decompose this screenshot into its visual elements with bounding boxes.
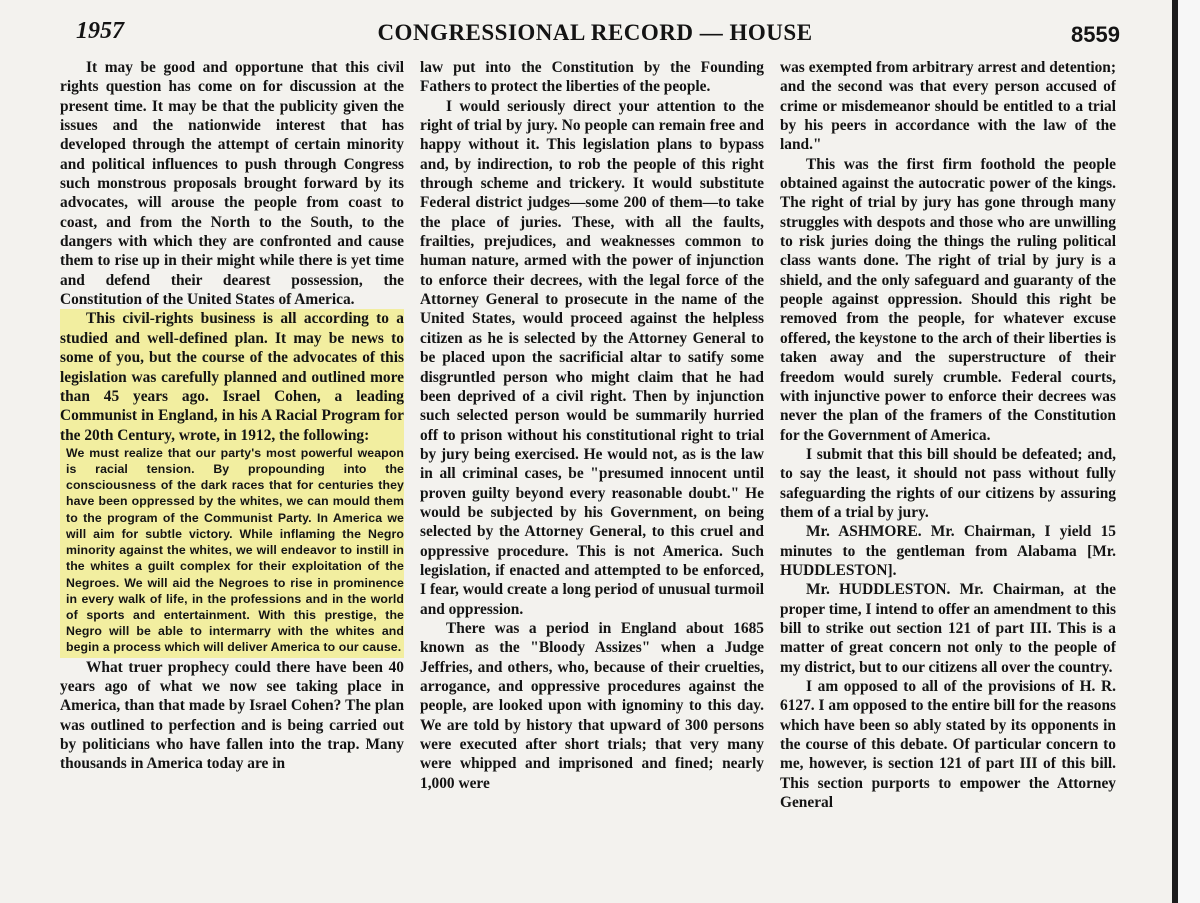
paragraph: This civil-rights business is all according to a studied and well-defined plan. It may be news to some of you, but the course of the advocates of this legislation was carefully planned and outlined more than 45 years ago. Israel Cohen, a leading Communist in England, in his A Racial Program for the 20th Century, wrote, in 1912, the following: (60, 310, 404, 444)
header-title: CONGRESSIONAL RECORD — HOUSE (377, 20, 813, 45)
paragraph: This was the first firm foothold the people obtained against the autocratic power of the kings. The right of trial by jury has gone through many struggles with despots and those who are unwilling to risk juries doing the things the ruling political class wants done. The right of trial by jury is a shield, and the only safeguard and guaranty of the people against oppression. Should this right be removed from the people, for whatever excuse offered, the keystone to the arch of their liberties is taken away and the superstructure of their freedom would surely crumble. Federal courts, with injunctive power to enforce their decrees was never the plan of the framers of the Constitution for the Government of America. (780, 155, 1116, 444)
paragraph-continued: law put into the Constitution by the Founding Fathers to protect the liberties of the people. (420, 59, 764, 96)
block-quote: We must realize that our party's most powerful weapon is racial tension. By propounding into the consciousness of the dark races that for centuries they have been oppressed by the whites, we can mould them to the program of the Communist Party. In America we will aim for subtle victory. While inflaming the Negro minority against the whites, we will endeavor to instill in the whites a guilt complex for their exploitation of the Negroes. We will aid the Negroes to rise in prominence in every walk of life, in the professions and in the world of sports and entertainment. With this prestige, the Negro will be able to intermarry with the whites and begin a process which will deliver America to our cause. (66, 445, 404, 655)
column-2 (420, 58, 764, 903)
column-3 (780, 58, 1116, 903)
running-head (70, 16, 1120, 56)
paragraph-continued: was exempted from arbitrary arrest and detention; and the second was that every person accused of crime or misdemeanor should be entitled to a trial by his peers in accordance with the law of the land." (780, 59, 1116, 154)
paragraph: There was a period in England about 1685 known as the "Bloody Assizes" when a Judge Jeffries, and others, who, because of their cruelties, arrogance, and oppressive procedures against the people, are looked upon with ignominy to this day. We are told by history that upward of 300 persons were executed after short trials; that very many were whipped and imprisoned and fined; nearly 1,000 were (420, 619, 764, 792)
paragraph: It may be good and opportune that this civil rights question has come on for discussion at the present time. It may be that the publicity given the issues and the nationwide interest that has developed through the attempt of certain minority and political influences to push through Congress such monstrous proposals brought forward by its advocates, will arouse the people from coast to coast, and from the North to the South, to the dangers with which they are confronted and cause them to rise up in their might while there is yet time and defend their dearest possession, the Constitution of the United States of America. (60, 59, 404, 309)
paragraph: I am opposed to all of the provisions of H. R. 6127. I am opposed to the entire bill for the reasons which have been so ably stated by its opponents in the course of this debate. Of particular concern to me, however, is section 121 of part III of this bill. This section purports to empower the Attorney General (780, 678, 1116, 812)
header-year: 1957 (76, 18, 124, 44)
background-margin (1178, 0, 1200, 903)
paragraph: I submit that this bill should be defeated; and, to say the least, it should not pass without fully safeguarding the rights of our citizens by assuring them of a trial by jury. (780, 445, 1116, 521)
header-page-number: 8559 (1071, 22, 1120, 47)
highlighted-passage (60, 309, 404, 657)
column-1 (60, 58, 404, 903)
paragraph: I would seriously direct your attention to the right of trial by jury. No people can remain free and happy without it. This legislation plans to bypass and, by indirection, to rob the people of this right through scheme and trickery. It would substitute Federal district judges—some 200 of them—to take the place of juries. These, with all the faults, frailties, prejudices, and weaknesses common to human nature, armed with the power of injunction to enforce their decrees, with the legal force of the Attorney General to prosecute in the name of the United States, would proceed against the helpless citizen as he is selected by the Attorney General to be placed upon the sacrificial altar to satify some disgruntled person who might claim that he had been deprived of a civil right. Then by injunction such selected person would be summarily hurried off to prison without his constitutional right to trial by jury being exercised. He would not, as is the law in all criminal cases, be "presumed innocent until proven guilty beyond every reasonable doubt." He would be subjected by his Government, on being selected by the Attorney General, to this cruel and oppressive procedure. This is not America. Such legislation, if enacted and attempted to be enforced, I fear, would create a long period of unusual turmoil and oppression. (420, 97, 764, 618)
paragraph: Mr. HUDDLESTON. Mr. Chairman, at the proper time, I intend to offer an amendment to this bill to strike out section 121 of part III. This is a matter of great concern not only to the people of my district, but to our citizens all over the country. (780, 581, 1116, 676)
paragraph: What truer prophecy could there have been 40 years ago of what we now see taking place in America, than that made by Israel Cohen? The plan was outlined to perfection and is being carried out by politicians who have fallen into the trap. Many thousands in America today are in (60, 658, 404, 773)
paragraph: Mr. ASHMORE. Mr. Chairman, I yield 15 minutes to the gentleman from Alabama [Mr. HUDDLESTON]. (780, 523, 1116, 579)
